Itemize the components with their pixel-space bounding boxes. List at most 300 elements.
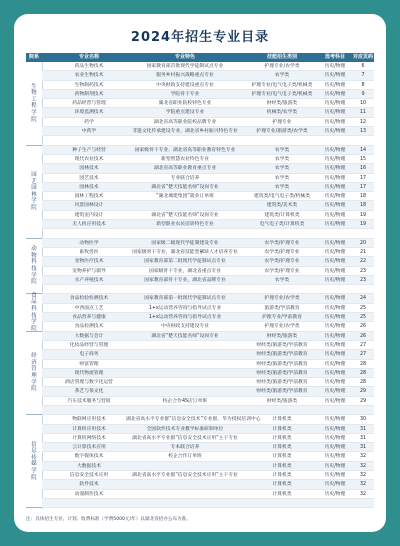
college-cell	[26, 292, 42, 332]
page-number: 31	[359, 435, 367, 441]
college-name: 经济管理学院	[31, 353, 37, 393]
admission-category: 旅游类/学前教育	[264, 305, 300, 311]
elective-subjects: 历史/物理	[324, 64, 346, 69]
program-name: 风景园林设计	[74, 203, 104, 209]
page-number: 25	[359, 305, 367, 311]
program-name: 酒店管理与数字化运营	[65, 380, 113, 386]
page-number: 10	[359, 101, 367, 107]
program-feature: 国家教育部首批现代学徒制试点专业	[146, 64, 224, 69]
program-feature: 湖北省职业院校特色专业	[158, 101, 212, 107]
elective-subjects	[320, 229, 350, 238]
page-number: 26	[359, 324, 367, 330]
table-row	[42, 350, 374, 359]
program-name: 财富管理	[79, 361, 99, 367]
admission-category: 护理专业/农学类	[264, 64, 300, 69]
elective-subjects: 历史/物理	[324, 333, 346, 339]
page-number: 19	[359, 222, 367, 228]
table-row	[42, 183, 374, 192]
elective-subjects: 历史/物理	[324, 110, 346, 116]
elective-subjects: 历史/物理	[324, 277, 346, 283]
page-number: 23	[359, 277, 367, 283]
table-row	[42, 406, 374, 415]
elective-subjects: 历史/物理	[324, 305, 346, 311]
program-name: 现代物流管理	[74, 370, 104, 376]
table-row	[42, 378, 374, 387]
program-feature: 国家级骨干专业，湖北省技能型紧缺人才培养专业	[132, 249, 238, 255]
elective-subjects: 历史/物理	[324, 342, 346, 348]
program-feature: 全国软件技术专业教学标准研制单位	[146, 426, 224, 432]
table-row	[42, 360, 374, 369]
admission-category: 财经类/旅游类/学前教育	[256, 342, 308, 348]
program-feature: 国家级二级现代学徒制建设专业	[151, 240, 219, 246]
elective-subjects: 历史/物理	[324, 370, 346, 376]
program-feature: 湖北省高水平专业群“信息安全技术应用”主干专业	[132, 435, 238, 441]
program-feature: 校企合作4S店订单班	[162, 398, 208, 404]
program-feature: 湖北省高等职业教育重点专业	[153, 166, 217, 172]
elective-subjects: 历史/物理	[324, 240, 346, 246]
catalog-sheet	[14, 14, 386, 532]
table-row	[42, 285, 374, 294]
admission-category: 农学类/护理专业	[264, 240, 300, 246]
table-row	[42, 99, 374, 108]
page-number: 12	[359, 119, 367, 125]
table-row	[42, 313, 374, 322]
footnote: 注：具体招生专业、计划、收费标准（学费5000元/年）以湖北省招办公布为准。	[26, 517, 191, 522]
program-feature	[126, 360, 244, 369]
program-feature: 湖北省高水平专业群“信息安全技术”专业群，华为授权培训中心	[126, 417, 261, 423]
page-number: 18	[359, 194, 367, 200]
elective-subjects: 历史/物理	[324, 398, 346, 404]
table-row	[42, 397, 374, 406]
page-number: 6	[361, 64, 365, 69]
program-feature: 专本联合培养	[170, 445, 200, 451]
page-number: 8	[361, 82, 365, 88]
header-program: 专业名称	[78, 54, 99, 60]
elective-subjects: 历史/物理	[324, 203, 346, 209]
elective-subjects: 历史/物理	[324, 194, 346, 200]
page-number: 29	[359, 389, 367, 395]
program-name	[54, 285, 124, 294]
page-number: 11	[359, 110, 367, 116]
page-number: 16	[359, 166, 367, 172]
program-feature: 湖北省高等职业院校品牌专业	[153, 119, 217, 125]
elective-subjects: 历史/物理	[324, 147, 346, 153]
program-name: 数字媒体技术	[74, 454, 104, 460]
page-number: 15	[359, 156, 367, 162]
elective-subjects: 历史/物理	[324, 296, 346, 302]
admission-category: 计算机类	[272, 491, 292, 497]
table-row	[42, 146, 374, 155]
table-row	[42, 257, 374, 266]
program-name: 汽车技术服务与营销	[67, 398, 111, 404]
program-name: 信息安全技术应用	[69, 473, 109, 479]
elective-subjects: 历史/物理	[324, 156, 346, 162]
page-number: 28	[359, 361, 367, 367]
program-feature: 学院骨干专业	[170, 91, 200, 97]
page-number: 29	[359, 398, 367, 404]
table-body	[42, 62, 374, 508]
program-name: 现代农业技术	[74, 156, 104, 162]
program-feature	[126, 378, 244, 387]
admission-category: 财经类/旅游类	[266, 333, 298, 339]
college-name: 信息传媒学院	[31, 441, 37, 481]
admission-category: 护理专业/电气电子类/机械类	[251, 91, 313, 97]
program-name: 动漫制作技术	[74, 491, 104, 497]
table-row	[42, 211, 374, 220]
program-name: 宠物医疗技术	[74, 259, 104, 265]
admission-category: 农学类	[274, 166, 290, 172]
page-number: 32	[359, 463, 367, 469]
program-feature	[126, 229, 244, 238]
admission-category: 计算机类	[272, 426, 292, 432]
header-category: 技能招生类别	[266, 54, 297, 60]
table-row	[42, 434, 374, 443]
table-row	[42, 294, 374, 303]
program-name	[54, 229, 124, 238]
elective-subjects: 历史/物理	[324, 82, 346, 88]
admission-category: 财经类/旅游类/学前教育	[256, 370, 308, 376]
table-row	[42, 341, 374, 350]
elective-subjects: 历史/物理	[324, 212, 346, 218]
elective-subjects	[320, 406, 350, 415]
program-feature	[126, 462, 244, 471]
program-feature: 湖北省“楚天技能名师”设岗专业	[151, 212, 219, 218]
elective-subjects: 历史/物理	[324, 315, 346, 321]
page-number: 32	[359, 473, 367, 479]
page-number: 26	[359, 333, 367, 339]
college-name: 园艺园林学院	[31, 171, 37, 211]
program-name: 化妆品经营与管理	[69, 342, 109, 348]
header-page: 对应页码	[352, 54, 373, 60]
program-name: 农业生物技术	[74, 73, 104, 79]
admission-category: 农学类	[274, 147, 290, 153]
page-number: 18	[359, 203, 367, 209]
header-college: 院系	[28, 54, 39, 60]
program-feature: 校企合作订单班	[168, 454, 202, 460]
admission-category: 建筑类/计算机类	[264, 212, 300, 218]
program-feature: 国家教育部第一批现代学徒制试点专业	[144, 296, 226, 302]
page-number: 30	[359, 417, 367, 423]
page-number: 32	[359, 454, 367, 460]
page-title: 2024年招生专业目录	[130, 30, 270, 45]
admission-category: 护理专业	[272, 119, 292, 125]
table-row	[42, 71, 374, 80]
program-feature: 1+x运动营养咨询与指导试点专业	[148, 305, 222, 311]
elective-subjects: 历史/物理	[324, 435, 346, 441]
program-feature: 国家级骨干专业、湖北省高等职业教育特色专业	[134, 147, 236, 153]
program-feature	[126, 350, 244, 359]
elective-subjects: 历史/物理	[324, 463, 346, 469]
program-name	[54, 406, 124, 415]
college-cell	[26, 62, 42, 146]
elective-subjects: 历史/物理	[324, 222, 346, 228]
page-number	[352, 229, 374, 238]
admission-category: 农学类	[274, 277, 290, 283]
program-name: 食品检验检测技术	[69, 296, 109, 302]
program-feature	[126, 406, 244, 415]
table-row	[42, 239, 374, 248]
program-feature: 湖北省“楚天技能名师”设岗专业	[151, 184, 219, 190]
admission-category: 电气电子类/计算机类	[259, 222, 305, 228]
admission-category: 建筑类/美术类	[266, 203, 298, 209]
college-column	[26, 62, 43, 509]
program-feature: 非遗文化传承建设专业，湖北省乡村振兴特色专业	[132, 129, 238, 135]
elective-subjects: 历史/物理	[324, 184, 346, 190]
program-feature	[126, 480, 244, 489]
admission-category	[246, 136, 318, 145]
admission-category: 计算机类	[272, 473, 292, 479]
table-row	[42, 127, 374, 136]
program-feature	[126, 201, 244, 210]
table-row	[42, 81, 374, 90]
table-row	[42, 229, 374, 238]
admission-category: 财经类/旅游类/学前教育	[256, 361, 308, 367]
table-row	[42, 480, 374, 489]
table-row	[42, 387, 374, 396]
page-number: 22	[359, 259, 367, 265]
admission-category: 财经类/旅游类/学前教育	[256, 380, 308, 386]
admission-category: 财经类/旅游类/学前教育	[256, 389, 308, 395]
program-feature: 服务乡村振兴战略重点专业	[156, 73, 214, 79]
college-cell	[26, 415, 42, 508]
table-row	[42, 108, 374, 117]
elective-subjects: 历史/物理	[324, 324, 346, 330]
table-row	[42, 62, 374, 71]
elective-subjects: 历史/物理	[324, 426, 346, 432]
program-name: 园林工程技术	[74, 194, 104, 200]
elective-subjects: 历史/物理	[324, 175, 346, 181]
admission-category: 农学类/护理专业	[264, 259, 300, 265]
admission-category: 护理专业/农学类	[264, 296, 300, 302]
program-name: 大数据与会计	[74, 333, 104, 339]
table-row	[42, 443, 374, 452]
page-number: 32	[359, 482, 367, 488]
table-row	[42, 322, 374, 331]
page-number	[352, 285, 374, 294]
admission-category: 建筑类/电气电子类/机械类	[254, 194, 310, 200]
admission-category: 护理专业/电气电子类/机械类	[251, 82, 313, 88]
admission-category: 农学类	[274, 184, 290, 190]
admission-category: 财经类/旅游类/学前教育	[256, 352, 308, 358]
elective-subjects: 历史/物理	[324, 129, 346, 135]
program-feature	[126, 369, 244, 378]
program-name: 中西面点工艺	[74, 305, 104, 311]
program-name: 园艺技术	[79, 175, 99, 181]
program-name: 药物制剂技术	[74, 91, 104, 97]
admission-category: 机械类/农学类	[266, 110, 298, 116]
page-number: 21	[359, 249, 367, 255]
page-number: 31	[359, 426, 367, 432]
program-feature: 1+x运动营养咨询与指导试点专业	[148, 315, 222, 321]
header-feature: 专业特色	[174, 54, 195, 60]
admission-category: 财经类/旅游类	[266, 101, 298, 107]
program-feature: 专业联合培养	[170, 175, 200, 181]
program-name: 建筑室内设计	[74, 212, 104, 218]
program-name: 电子商务	[79, 352, 99, 358]
elective-subjects: 历史/物理	[324, 491, 346, 497]
elective-subjects: 历史/物理	[324, 91, 346, 97]
table-row	[42, 164, 374, 173]
program-name: 宠物养护与驯导	[72, 268, 106, 274]
program-feature: 湖北省高水平专业群“信息安全技术应用”主干专业	[132, 473, 238, 479]
page-number: 31	[359, 445, 367, 451]
page-number: 32	[359, 491, 367, 497]
table-row	[42, 155, 374, 164]
table-row	[42, 118, 374, 127]
program-feature: 国家教育部骨干专业，湖北省品牌专业	[144, 277, 226, 283]
table-row	[42, 499, 374, 508]
program-name: 无人机应用技术	[72, 222, 106, 228]
table-row	[42, 332, 374, 341]
page-number: 17	[359, 184, 367, 190]
program-feature: 中央财政支持建设专业	[161, 324, 209, 330]
program-feature: 学院重点建设专业	[165, 110, 205, 116]
program-name: 计算机网络技术	[72, 435, 106, 441]
page-number: 9	[361, 91, 365, 97]
program-feature: 国家级骨干专业，湖北省重点专业	[149, 268, 221, 274]
program-feature	[126, 341, 244, 350]
elective-subjects	[320, 136, 350, 145]
admission-category: 计算机类	[272, 454, 292, 460]
elective-subjects: 历史/物理	[324, 454, 346, 460]
college-name: 生物工程学院	[31, 83, 37, 123]
table-row	[42, 201, 374, 210]
admission-category	[246, 285, 318, 294]
admission-category: 计算机类	[272, 463, 292, 469]
program-name	[54, 136, 124, 145]
elective-subjects	[320, 499, 350, 508]
elective-subjects: 历史/物理	[324, 249, 346, 255]
page-number: 28	[359, 370, 367, 376]
program-name: 茶艺与茶文化	[74, 389, 104, 395]
table-row	[42, 276, 374, 285]
program-name	[54, 499, 124, 508]
elective-subjects: 历史/物理	[324, 166, 346, 172]
table-row	[42, 425, 374, 434]
program-name: 水产养殖技术	[74, 277, 104, 283]
page-number: 13	[359, 129, 367, 135]
admission-category: 护理专业/学前教育	[262, 315, 302, 321]
table-header	[26, 53, 374, 62]
program-name: 食品营养与健康	[72, 315, 106, 321]
page-number: 25	[359, 315, 367, 321]
admission-category: 农学类	[274, 73, 290, 79]
table-row	[42, 136, 374, 145]
page-number: 19	[359, 212, 367, 218]
elective-subjects: 历史/物理	[324, 389, 346, 395]
program-feature	[126, 490, 244, 499]
program-name: 云计算技术应用	[72, 445, 106, 451]
elective-subjects: 历史/物理	[324, 380, 346, 386]
page-number: 27	[359, 352, 367, 358]
elective-subjects: 历史/物理	[324, 259, 346, 265]
elective-subjects: 历史/物理	[324, 361, 346, 367]
admission-category: 农学类	[274, 175, 290, 181]
program-name: 园林技术	[79, 166, 99, 172]
college-cell	[26, 332, 42, 416]
table-row	[42, 415, 374, 424]
admission-category: 计算机类	[272, 445, 292, 451]
page-number: 28	[359, 380, 367, 386]
program-name: 物联网应用技术	[72, 417, 106, 423]
admission-category: 计算机类	[272, 417, 292, 423]
college-cell	[26, 239, 42, 295]
program-name: 种子生产与经营	[72, 147, 106, 153]
elective-subjects: 历史/物理	[324, 73, 346, 79]
program-name: 动物医学	[79, 240, 99, 246]
table-row	[42, 174, 374, 183]
college-cell	[26, 146, 42, 239]
table-row	[42, 490, 374, 499]
admission-category	[246, 499, 318, 508]
elective-subjects: 历史/物理	[324, 445, 346, 451]
page-number	[352, 499, 374, 508]
page-number: 23	[359, 268, 367, 274]
table-row	[42, 267, 374, 276]
page-number: 20	[359, 240, 367, 246]
program-name: 食品检测技术	[74, 324, 104, 330]
program-feature: 国家教育部第二批现代学徒制试点专业	[144, 259, 226, 265]
elective-subjects: 历史/物理	[324, 119, 346, 125]
table-row	[42, 462, 374, 471]
program-name: 软件技术	[79, 482, 99, 488]
admission-category	[246, 229, 318, 238]
table-row	[42, 471, 374, 480]
program-feature	[126, 136, 244, 145]
program-feature: 新型智慧农业特色专业	[161, 156, 209, 162]
table-row	[42, 304, 374, 313]
admission-category: 农学类/护理专业	[264, 268, 300, 274]
page-number	[352, 136, 374, 145]
page-number: 24	[359, 296, 367, 302]
elective-subjects: 历史/物理	[324, 268, 346, 274]
admission-category: 财经类/旅游类	[266, 398, 298, 404]
program-name: 药品经营与管理	[72, 101, 106, 107]
college-name: 动物科技学院	[31, 246, 37, 286]
elective-subjects: 历史/物理	[324, 417, 346, 423]
header-subjects: 选考科目	[324, 54, 345, 60]
admission-category: 计算机类	[272, 435, 292, 441]
admission-category: 计算机类	[272, 482, 292, 488]
program-name: 药学	[84, 119, 94, 125]
program-feature: “湖北城建集团”就业订单班	[156, 194, 214, 200]
admission-category: 农学类/护理专业	[264, 249, 300, 255]
program-name: 畜牧兽医	[79, 249, 99, 255]
program-name: 园林技术	[79, 184, 99, 190]
program-table	[26, 53, 374, 513]
program-name: 药品生物技术	[74, 64, 104, 69]
program-feature	[126, 387, 244, 396]
table-row	[42, 369, 374, 378]
admission-category: 农学类	[274, 156, 290, 162]
college-name: 食品科技学院	[31, 292, 37, 332]
admission-category	[246, 406, 318, 415]
program-feature	[126, 499, 244, 508]
program-name: 计算机应用技术	[72, 426, 106, 432]
page-number	[352, 406, 374, 415]
elective-subjects: 历史/物理	[324, 473, 346, 479]
table-row	[42, 452, 374, 461]
program-name: 大数据技术	[77, 463, 101, 469]
elective-subjects: 历史/物理	[324, 482, 346, 488]
program-feature: 湖北省“楚天技能名师”设岗专业	[151, 333, 219, 339]
page-number: 7	[361, 73, 365, 79]
table-row	[42, 192, 374, 201]
program-feature	[126, 285, 244, 294]
elective-subjects	[320, 285, 350, 294]
program-name: 生物制药技术	[74, 82, 104, 88]
page-number: 17	[359, 175, 367, 181]
